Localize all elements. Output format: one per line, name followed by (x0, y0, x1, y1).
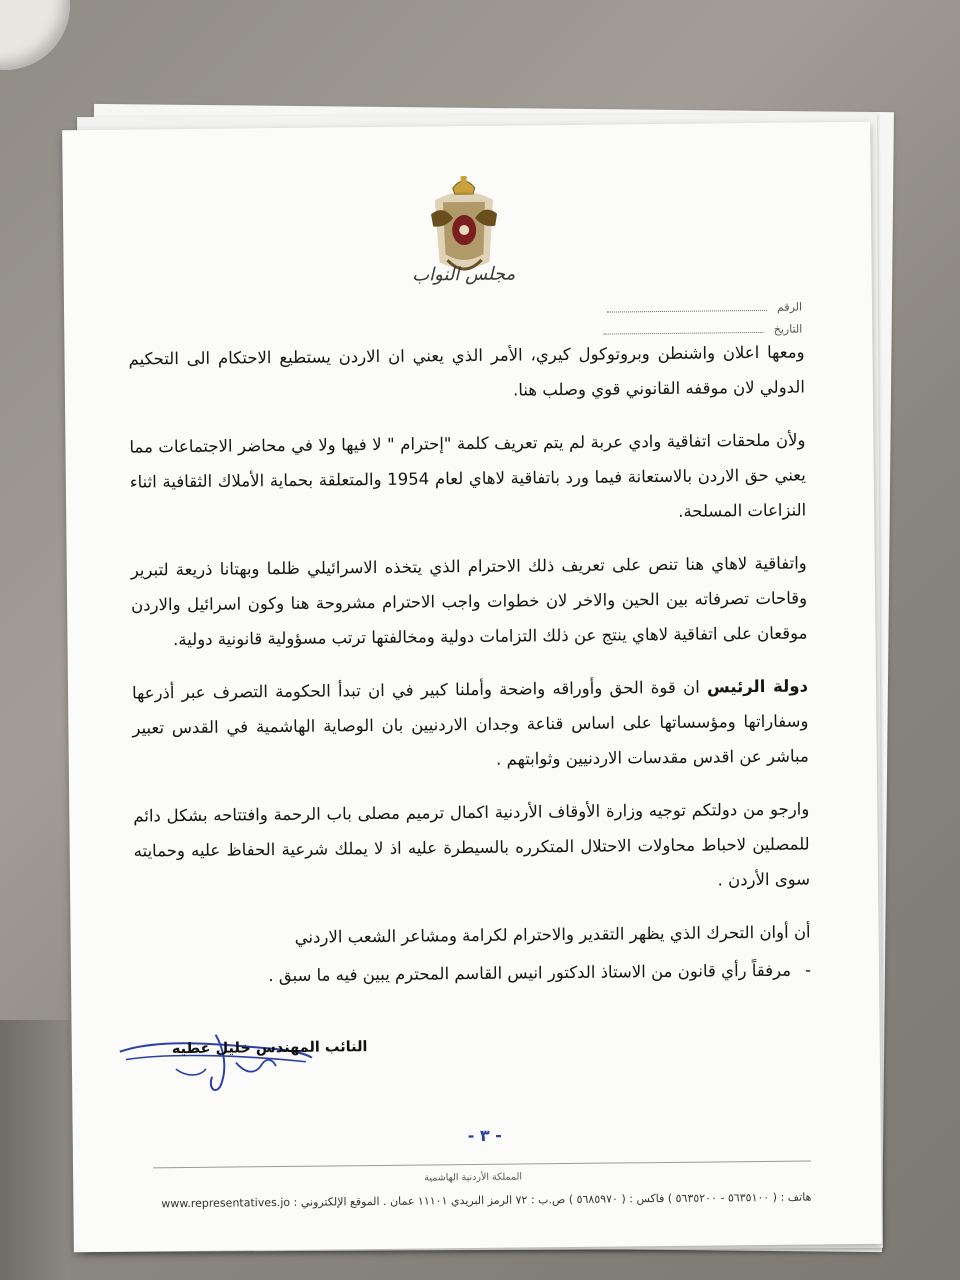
website-link[interactable]: www.representatives.jo (161, 1195, 291, 1211)
letter-page (62, 122, 882, 1252)
signatory-name: النائب المهندس خليل عطيه (171, 1039, 368, 1058)
paragraph-6: أن أوان التحرك الذي يظهر التقدير والاحترام لكرامة ومشاعر الشعب الاردني (294, 922, 811, 947)
paragraph-1: ومعها اعلان واشنطن وبروتوكول كيري، الأمر الذي يعني ان الاردن يستطيع الاحتكام الى التحكيم الدولي لان موقفه القانوني قوي وصلب هنا. (128, 342, 805, 400)
address-prime-minister: دولة الرئيس (706, 676, 809, 697)
footer-divider (153, 1160, 811, 1168)
attachment-note (135, 955, 811, 992)
reference-label: الرقم (776, 300, 803, 314)
paragraph-5: وارجو من دولتكم توجيه وزارة الأوقاف الأردنية اكمال ترميم مصلى باب الرحمة وافتتاحه بشكل دائم للمصلين لاحباط محاولات الاحتلال المتكرره بالسيطرة عليه اذ لا يملك شرعية الحفاظ عليه وحمايته سوى الأردن . (133, 799, 811, 890)
handwritten-signature (116, 1028, 317, 1100)
date-label: التاريخ (773, 322, 803, 336)
footer-brand: المملكة الأردنية الهاشمية (424, 1171, 523, 1184)
paragraph-4-text: ان قوة الحق وأوراقه واضحة وأملنا كبير في ان تبدأ الحكومة التصرف عبر أذرعها وسفاراتها ومؤسساتها على اساس قناعة وجدان الاردنيين بان الوصاية الهاشمية في القدس تعبير مباشر عن اقدس مقدسات الاردنيين وثوابتهم . (131, 677, 809, 769)
reference-number-row (607, 301, 802, 316)
letter-body (128, 335, 811, 993)
paragraph-2: ولأن ملحقات اتفاقية وادي عربة لم يتم تعريف كلمة "إحترام " لا فيها ولا في محاضر الاجتماعات مما يعني حق الاردن بالاستعانة فيما ورد باتفاقية لاهاي لعام 1954 والمتعلقة بحماية الأملاك الثقافية اثناء النزاعات المسلحة. (129, 430, 807, 521)
page-number: - ٣ - (467, 1125, 502, 1146)
paragraph-3: واتفاقية لاهاي هنا تنص على تعريف ذلك الاحترام الذي يتخذه الاسرائيلي ظلما وبهتانا ذريعة لتبرير وقاحات تصرفاته بين الحين والاخر لان خطوات واجب الاحترام مشروحة هنا وكون اسرائيل والاردن موقعان على اتفاقية لاهاي ينتج عن ذلك التزامات دولية ومخالفتها ترتب مسؤولية قانونية دولية. (130, 553, 808, 650)
bullet-marker: - (804, 960, 812, 980)
desk-edge (0, 1020, 70, 1280)
footer-contact (161, 1190, 812, 1211)
attachment-text: مرفقاً رأي قانون من الاستاذ الدكتور انيس القاسم المحترم يبين فيه ما سبق . (268, 960, 792, 986)
reference-blank (607, 304, 767, 313)
contact-details: هاتف : ( ٥٦٣٥١٠٠ - ٥٦٣٥٢٠٠ ) فاكس : ( ٥٦٨٥٩٧٠ ) ص.ب : ٧٢ الرمز البريدي ١١١٠١ عمان . الموقع الإلكتروني : (293, 1190, 812, 1209)
council-name-logo: مجلس النواب (412, 263, 516, 286)
paragraph-4 (132, 668, 809, 780)
desk-object (0, 0, 70, 70)
date-blank (604, 326, 764, 335)
